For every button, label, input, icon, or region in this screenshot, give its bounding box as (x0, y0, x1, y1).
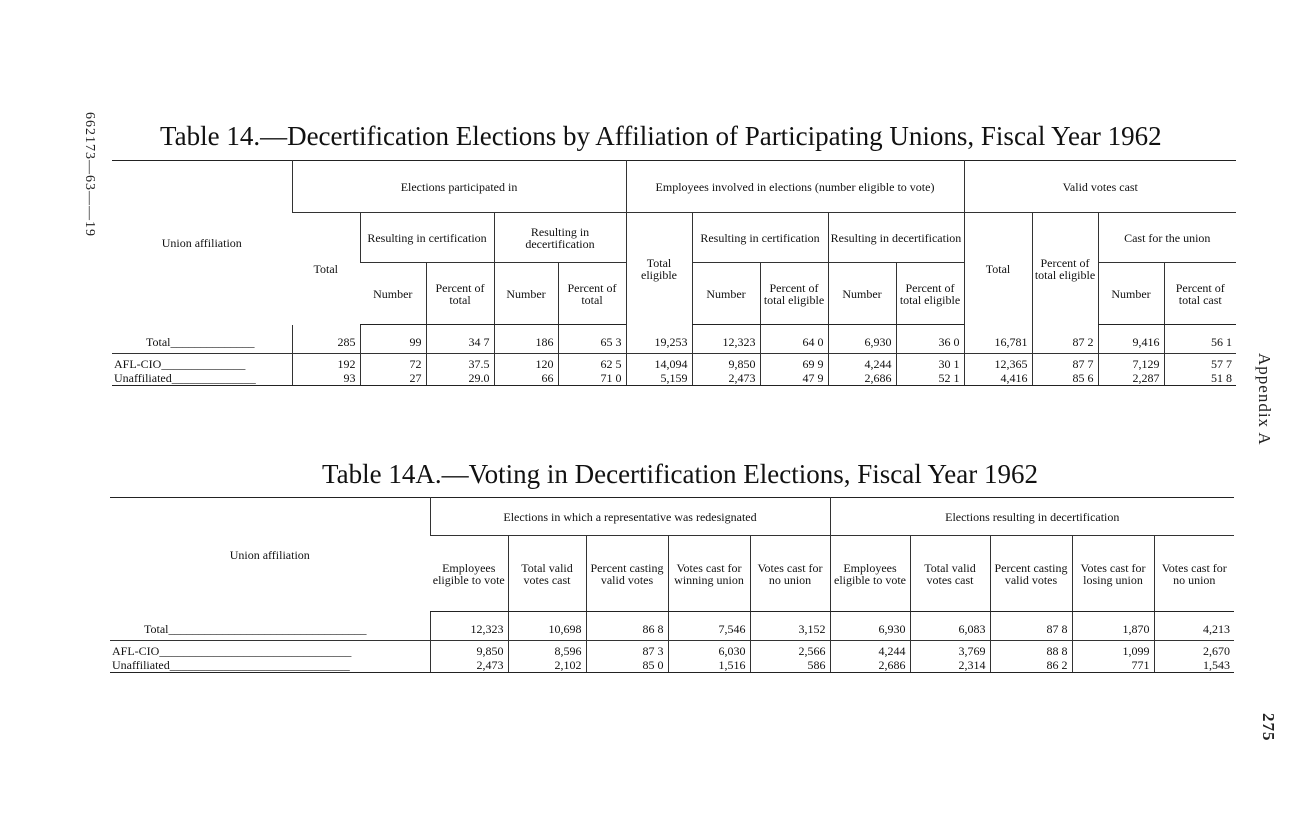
percent-eligible-subheader: Percent of total eligible (760, 263, 828, 325)
table-cell: 93 (292, 371, 360, 386)
table-cell: 47 9 (760, 371, 828, 386)
total-valid-votes-header: Total valid votes cast (508, 536, 586, 612)
row-label-text: Total (146, 334, 171, 349)
table-cell: 12,323 (430, 612, 508, 641)
elections-participated-header: Elections participated in (292, 161, 626, 213)
table-cell: 34 7 (426, 325, 494, 354)
total-valid-votes-header-2: Total valid votes cast (910, 536, 990, 612)
votes-losing-union-header: Votes cast for losing union (1072, 536, 1154, 612)
table-cell: 85 0 (586, 658, 668, 673)
table-cell: 88 8 (990, 641, 1072, 659)
table-cell: 771 (1072, 658, 1154, 673)
number-header: Number (360, 263, 426, 325)
appendix-label: Appendix A (1255, 353, 1274, 446)
union-affiliation-header: Union affiliation (229, 547, 310, 562)
table-cell: 4,416 (964, 371, 1032, 386)
percent-cast-header: Percent of total cast (1164, 263, 1236, 325)
employees-involved-header: Employees involved in elections (number eligible to vote) (626, 161, 964, 213)
leader-dots: ______________________________ (169, 658, 350, 672)
table-cell: 586 (750, 658, 830, 673)
row-label-text: AFL-CIO (112, 644, 160, 658)
employees-eligible-header-2: Employees eligible to vote (830, 536, 910, 612)
table-cell: 30 1 (896, 354, 964, 372)
table-cell: 86 8 (586, 612, 668, 641)
redesignated-header: Elections in which a representative was redesignated (430, 498, 830, 536)
table-cell: 2,566 (750, 641, 830, 659)
row-label (110, 641, 430, 659)
votes-no-union-header-2: Votes cast for no union (1154, 536, 1234, 612)
percent-casting-header-2: Percent casting valid votes (990, 536, 1072, 612)
decertification-header: Elections resulting in decertification (830, 498, 1234, 536)
row-label-text: Unaffiliated (114, 371, 172, 385)
table-cell: 4,244 (828, 354, 896, 372)
table-cell: 99 (360, 325, 426, 354)
table-cell: 5,159 (626, 371, 692, 386)
table-cell: 56 1 (1164, 325, 1236, 354)
row-label (112, 325, 292, 354)
table-cell: 72 (360, 354, 426, 372)
table-cell: 51 8 (1164, 371, 1236, 386)
row-label (112, 354, 292, 372)
union-affiliation-header: Union affiliation (161, 235, 242, 250)
leader-dots: ______________ (170, 334, 255, 349)
table-cell: 6,083 (910, 612, 990, 641)
table-row (112, 371, 1236, 386)
leader-dots: ________________________________ (159, 644, 352, 658)
row-label (110, 612, 430, 641)
table-cell: 29.0 (426, 371, 494, 386)
number-header: Number (494, 263, 558, 325)
table-cell: 192 (292, 354, 360, 372)
percent-header: Percent of total (426, 263, 494, 325)
table-cell: 66 (494, 371, 558, 386)
table-cell: 62 5 (558, 354, 626, 372)
table-cell: 64 0 (760, 325, 828, 354)
table-row (110, 612, 1234, 641)
total-elections-header: Total (313, 261, 338, 276)
table-cell: 57 7 (1164, 354, 1236, 372)
table-cell: 1,099 (1072, 641, 1154, 659)
table-cell: 8,596 (508, 641, 586, 659)
resulting-decertification-header-2: Resulting in decertification (828, 213, 964, 263)
table-cell: 87 2 (1032, 325, 1098, 354)
table-cell: 27 (360, 371, 426, 386)
valid-votes-header: Valid votes cast (964, 161, 1236, 213)
table-cell: 69 9 (760, 354, 828, 372)
side-margin-note: 662173—63——19 (82, 112, 97, 237)
table-cell: 2,287 (1098, 371, 1164, 386)
table14a-body (110, 612, 1234, 673)
total-valid-header: Total (964, 213, 1032, 325)
votes-winning-union-header: Votes cast for winning union (668, 536, 750, 612)
table-cell: 4,244 (830, 641, 910, 659)
resulting-certification-header-2: Resulting in certification (692, 213, 828, 263)
table-cell: 12,365 (964, 354, 1032, 372)
percent-casting-header: Percent casting valid votes (586, 536, 668, 612)
table-cell: 2,670 (1154, 641, 1234, 659)
table-cell: 87 3 (586, 641, 668, 659)
table-cell: 36 0 (896, 325, 964, 354)
table-cell: 14,094 (626, 354, 692, 372)
leader-dots: ______________ (171, 371, 256, 385)
table-cell: 2,473 (430, 658, 508, 673)
table-cell: 12,323 (692, 325, 760, 354)
table-cell: 9,416 (1098, 325, 1164, 354)
number-header: Number (692, 263, 760, 325)
table-cell: 285 (292, 325, 360, 354)
leader-dots: _________________________________ (168, 621, 367, 636)
table-cell: 186 (494, 325, 558, 354)
table-cell: 19,253 (626, 325, 692, 354)
table-row (110, 641, 1234, 659)
table-cell: 1,870 (1072, 612, 1154, 641)
table-row (110, 658, 1234, 673)
page-number: 275 (1259, 713, 1278, 742)
table-cell: 10,698 (508, 612, 586, 641)
row-label-text: Total (144, 621, 169, 636)
table-cell: 2,314 (910, 658, 990, 673)
table14 (112, 160, 1236, 386)
table-cell: 6,030 (668, 641, 750, 659)
table14-body (112, 325, 1236, 386)
table-row (112, 325, 1236, 354)
table-cell: 16,781 (964, 325, 1032, 354)
table14a (110, 497, 1234, 673)
percent-eligible-subheader: Percent of total eligible (896, 263, 964, 325)
table-cell: 2,686 (830, 658, 910, 673)
table-cell: 87 8 (990, 612, 1072, 641)
leader-dots: ______________ (161, 357, 246, 371)
table-cell: 1,516 (668, 658, 750, 673)
table-cell: 87 7 (1032, 354, 1098, 372)
table-cell: 86 2 (990, 658, 1072, 673)
table-cell: 3,769 (910, 641, 990, 659)
total-eligible-header: Total eligible (626, 213, 692, 325)
resulting-certification-header: Resulting in certification (360, 213, 494, 263)
table-cell: 2,686 (828, 371, 896, 386)
table-cell: 2,102 (508, 658, 586, 673)
number-header: Number (1098, 263, 1164, 325)
table-cell: 9,850 (692, 354, 760, 372)
table-cell: 7,129 (1098, 354, 1164, 372)
row-label-text: AFL-CIO (114, 357, 162, 371)
votes-no-union-header: Votes cast for no union (750, 536, 830, 612)
table-cell: 37.5 (426, 354, 494, 372)
table-cell: 120 (494, 354, 558, 372)
table14-title: Table 14.—Decertification Elections by Affiliation of Participating Unions, Fiscal Year 1962 (160, 121, 1162, 151)
number-header: Number (828, 263, 896, 325)
table-cell: 65 3 (558, 325, 626, 354)
table-cell: 6,930 (828, 325, 896, 354)
percent-header: Percent of total (558, 263, 626, 325)
row-label (112, 371, 292, 386)
table-cell: 7,546 (668, 612, 750, 641)
table-cell: 52 1 (896, 371, 964, 386)
table-cell: 6,930 (830, 612, 910, 641)
row-label-text: Unaffiliated (112, 658, 170, 672)
table-cell: 71 0 (558, 371, 626, 386)
employees-eligible-header: Employees eligible to vote (430, 536, 508, 612)
table-cell: 3,152 (750, 612, 830, 641)
table-cell: 4,213 (1154, 612, 1234, 641)
resulting-decertification-header: Resulting in decertification (494, 213, 626, 263)
cast-for-union-header: Cast for the union (1098, 213, 1236, 263)
table-cell: 2,473 (692, 371, 760, 386)
table14a-title: Table 14A.—Voting in Decertification Elections, Fiscal Year 1962 (322, 459, 1038, 489)
table-cell: 85 6 (1032, 371, 1098, 386)
table-row (112, 354, 1236, 372)
percent-eligible-header: Percent of total eligible (1032, 213, 1098, 325)
table-cell: 9,850 (430, 641, 508, 659)
row-label (110, 658, 430, 673)
table-cell: 1,543 (1154, 658, 1234, 673)
